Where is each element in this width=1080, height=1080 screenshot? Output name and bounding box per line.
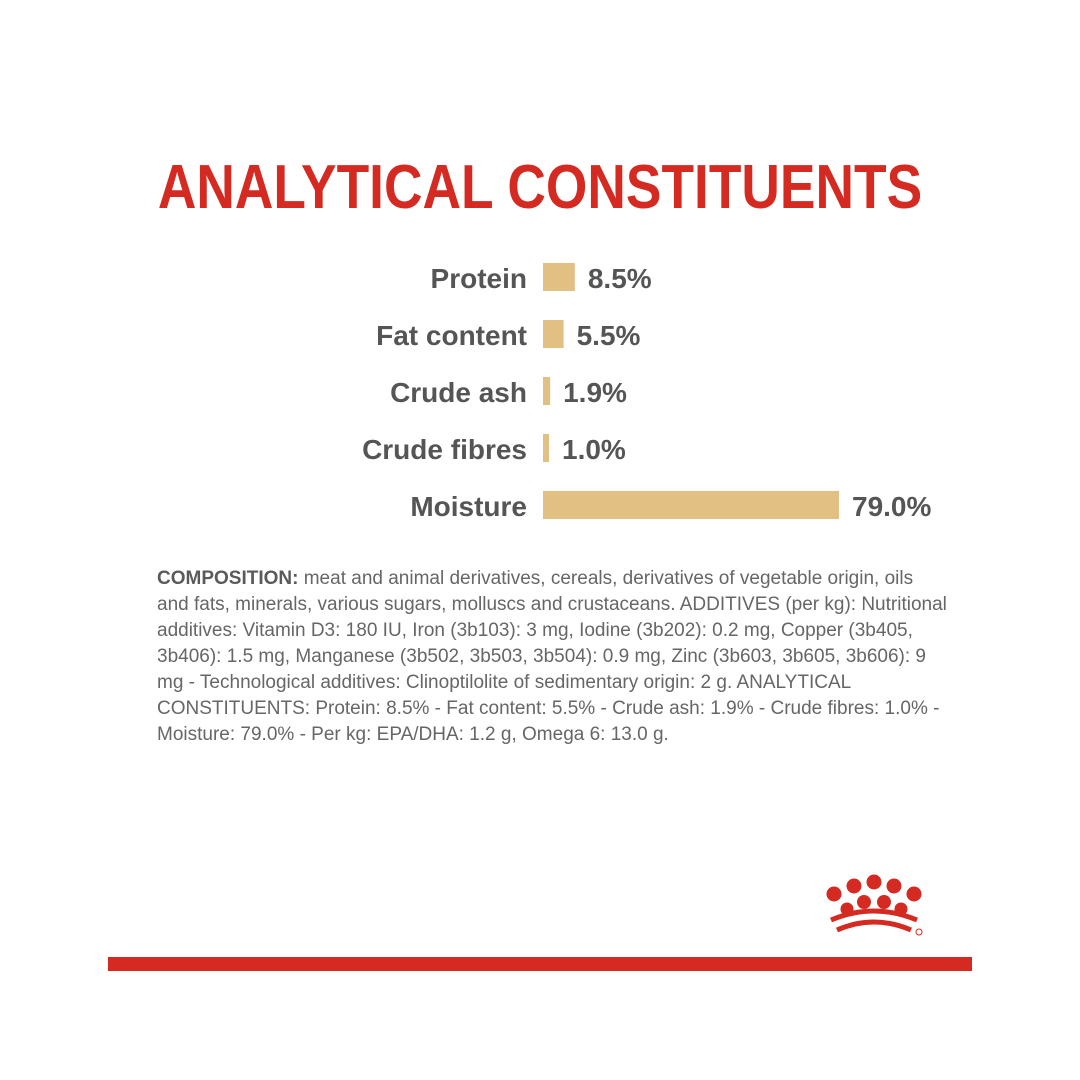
composition-body: meat and animal derivatives, cereals, derivatives of vegetable origin, oils and fats, minerals, various sugars, molluscs and crustaceans. ADDITIVES (per kg): Nutritional additives: Vitamin D3: 180 IU, Iron (3b103): 3 mg, Iodine (3b202): 0.2 mg, Copper (3b405, 3b406): 1.5 mg, Manganese (3b502, 3b503, 3b504): 0.9 mg, Zinc (3b603, 3b605, 3b606): 9 mg - Technological additives: Clinoptilolite of sedimentary origin: 2 g. ANALYTICAL CONSTITUENTS: Protein: 8.5% - Fat content: 5.5% - Crude ash: 1.9% - Crude fibres: 1.0% - Moisture: 79.0% - Per kg: EPA/DHA: 1.2 g, Omega 6: 13.0 g. <box>157 568 947 745</box>
category-label: Fat content <box>376 320 527 351</box>
value-label: 5.5% <box>576 320 641 351</box>
category-label: Protein <box>430 263 527 294</box>
category-label: Crude fibres <box>362 434 527 465</box>
bar <box>543 377 550 405</box>
category-label: Crude ash <box>390 377 527 408</box>
page-title: ANALYTICAL CONSTITUENTS <box>157 153 923 222</box>
value-label: 1.0% <box>562 434 626 465</box>
bar <box>543 434 549 462</box>
category-label: Moisture <box>410 491 527 522</box>
value-label: 1.9% <box>563 377 627 408</box>
bar <box>543 320 564 348</box>
composition-text <box>157 566 947 748</box>
crown-dots-logo-icon <box>817 872 932 938</box>
footer-bar <box>108 957 972 971</box>
value-label: 79.0% <box>852 491 932 522</box>
analytical-constituents-chart <box>0 250 1080 540</box>
bar <box>543 491 839 519</box>
bar <box>543 263 575 291</box>
value-label: 8.5% <box>587 263 652 294</box>
composition-label: COMPOSITION: <box>157 568 299 589</box>
